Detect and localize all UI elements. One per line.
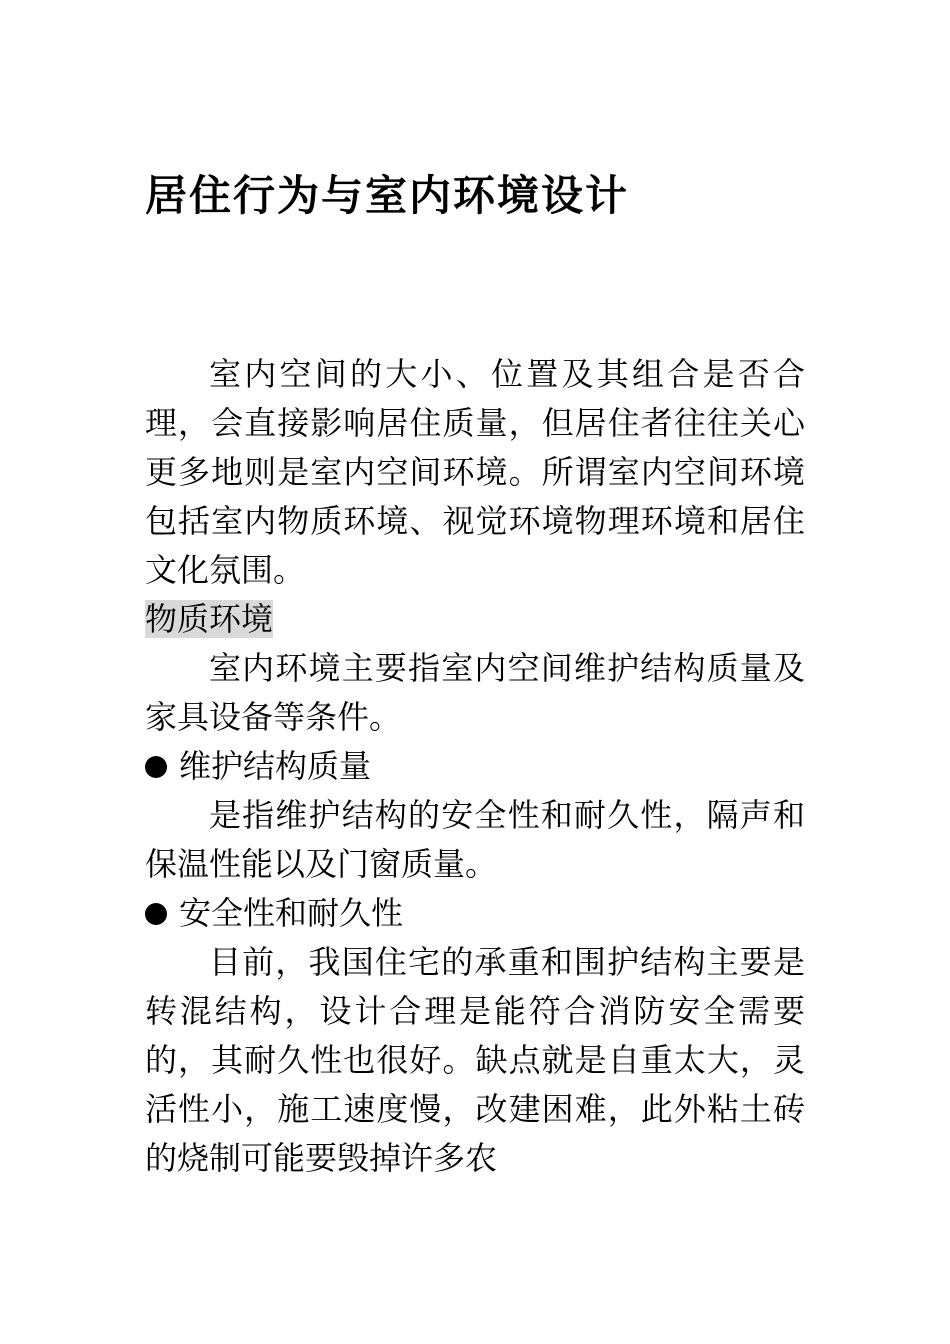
bullet-dot-icon — [145, 756, 167, 778]
bullet-label: 维护结构质量 — [179, 747, 372, 785]
section-heading-text: 物质环境 — [145, 600, 274, 638]
document-body — [145, 350, 805, 1183]
bullet-item-structure-quality — [145, 742, 805, 791]
bullet-item-safety-durability — [145, 889, 805, 938]
document-title: 居住行为与室内环境设计 — [145, 171, 630, 220]
section-paragraph: 室内环境主要指室内空间维护结构质量及家具设备等条件。 — [145, 649, 805, 736]
bullet-paragraph: 目前，我国住宅的承重和围护结构主要是转混结构，设计合理是能符合消防安全需要的，其耐久性也很好。缺点就是自重太大，灵活性小，施工速度慢，改建困难，此外粘土砖的烧制可能要毁掉许多农 — [145, 943, 805, 1177]
intro-paragraph: 室内空间的大小、位置及其组合是否合理，会直接影响居住质量，但居住者往往关心更多地则是室内空间环境。所谓室内空间环境包括室内物质环境、视觉环境物理环境和居住文化氛围。 — [145, 355, 805, 589]
bullet-label: 安全性和耐久性 — [179, 894, 404, 932]
bullet-dot-icon — [145, 903, 167, 925]
section-heading — [145, 595, 805, 644]
bullet-paragraph: 是指维护结构的安全性和耐久性，隔声和保温性能以及门窗质量。 — [145, 796, 805, 883]
